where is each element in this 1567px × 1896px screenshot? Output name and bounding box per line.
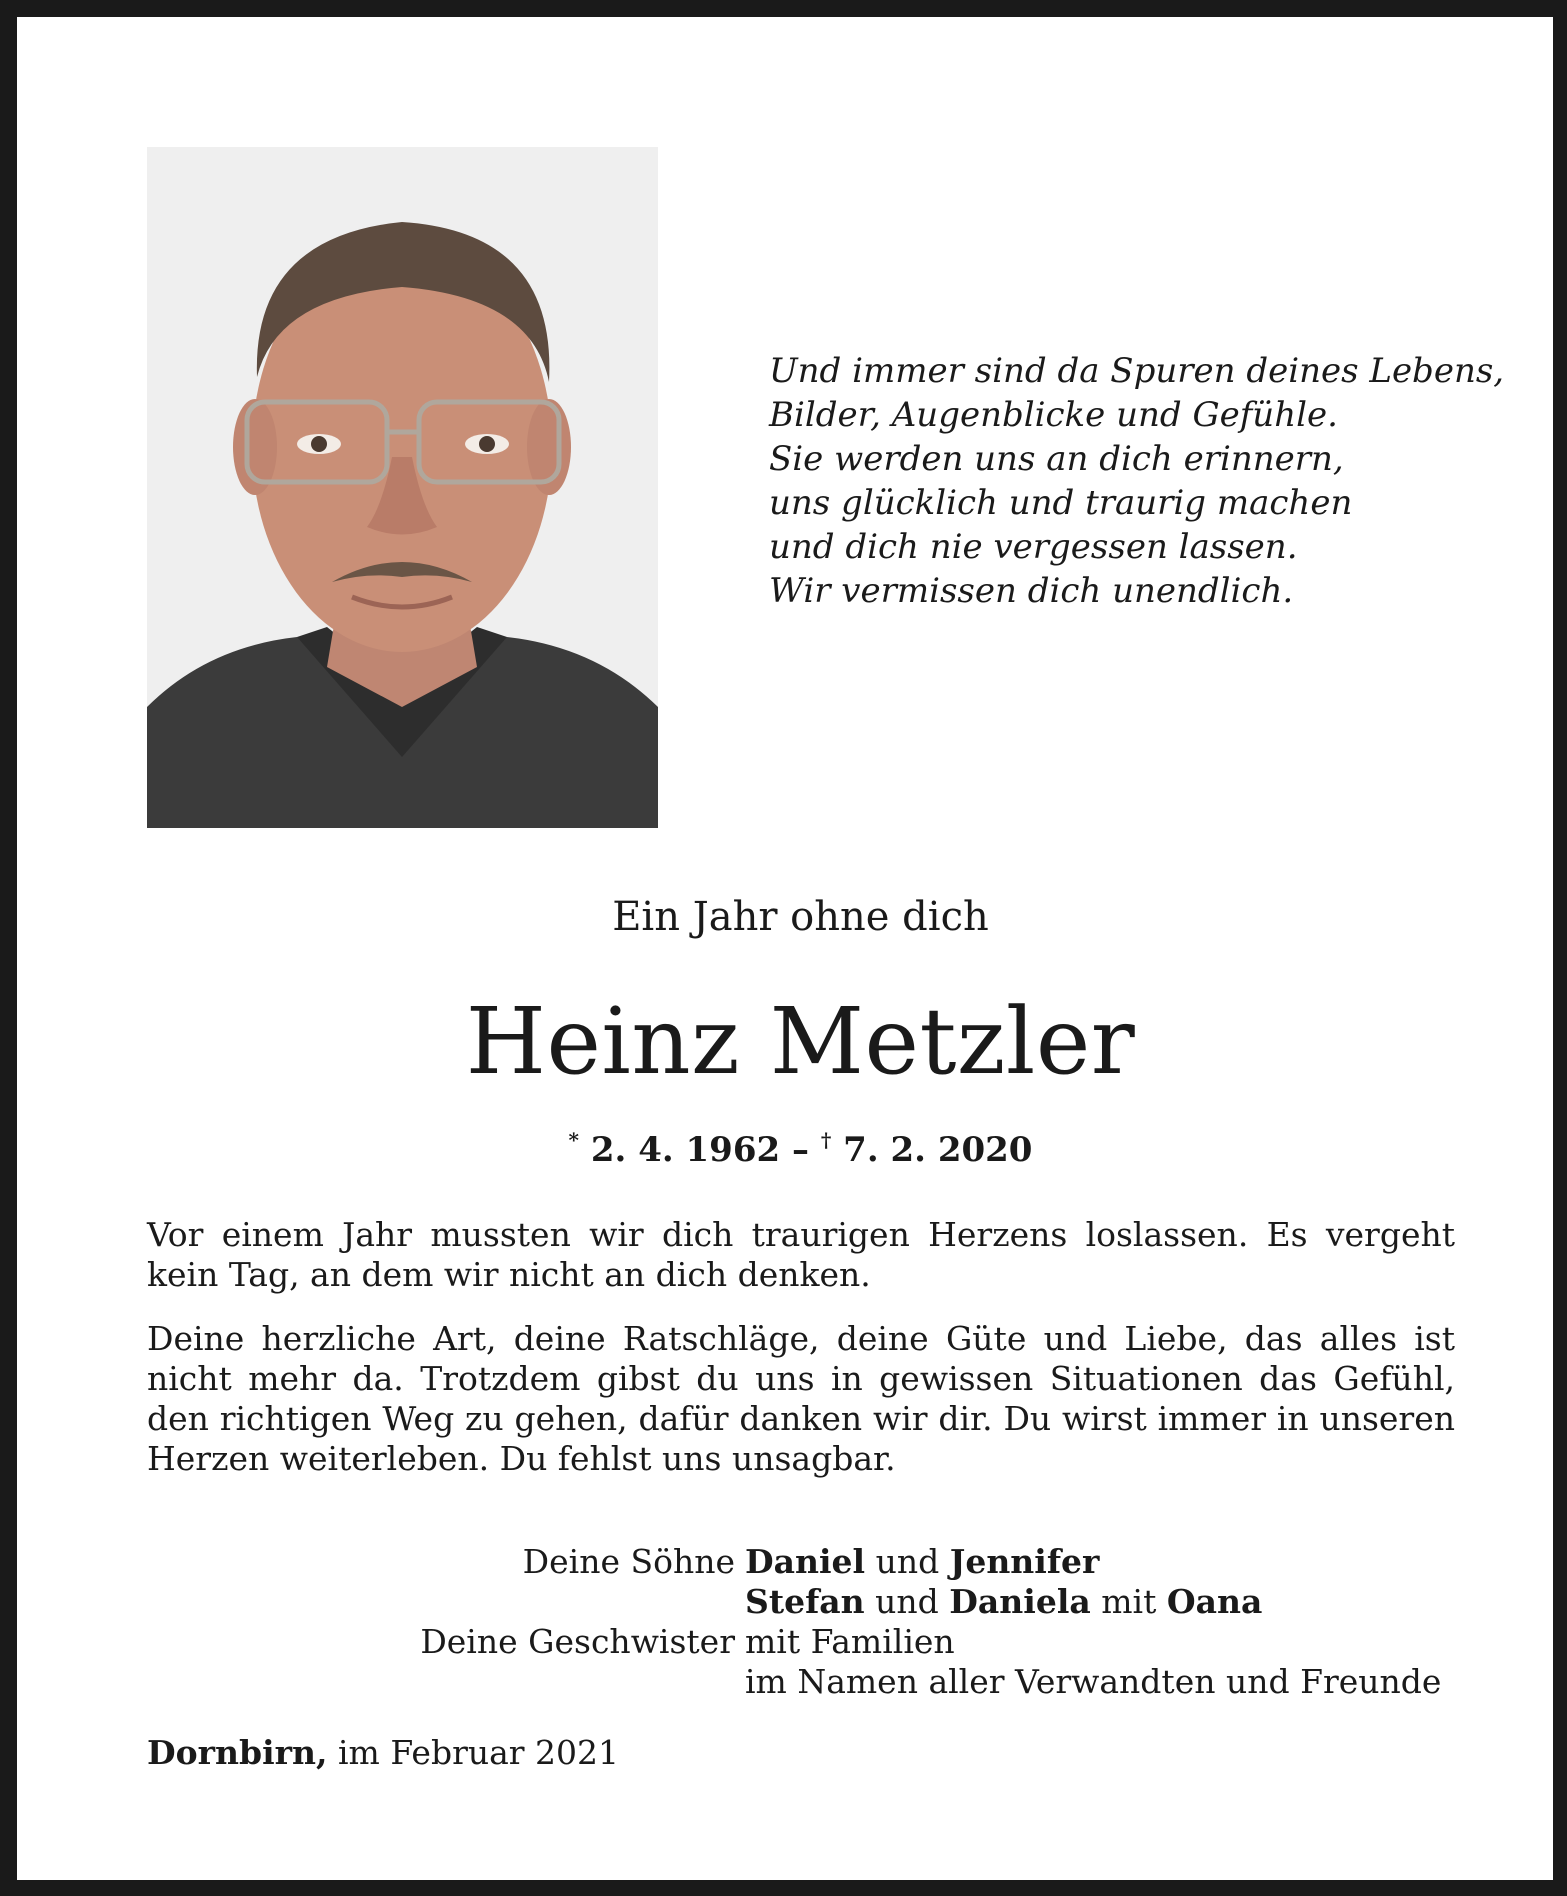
poem-line: Sie werden uns an dich erinnern,: [769, 439, 1344, 479]
portrait-photo: [147, 147, 658, 828]
place-and-date: [147, 1733, 619, 1773]
signer-name: Daniel: [745, 1542, 866, 1581]
life-dates: [17, 1115, 1567, 1175]
signer-name: Oana: [1166, 1582, 1263, 1621]
portrait-illustration: [147, 147, 658, 828]
date-separator: –: [780, 1130, 821, 1170]
birth-date: 2. 4. 1962: [590, 1130, 781, 1170]
siblings-label: Deine Geschwister: [420, 1622, 735, 1661]
death-symbol: †: [820, 1128, 832, 1152]
birth-symbol: *: [568, 1128, 580, 1152]
poem-line: Bilder, Augenblicke und Gefühle.: [769, 395, 1338, 435]
body-paragraph-1: Vor einem Jahr mussten wir dich traurigen Herzens loslassen. Es vergeht kein Tag, an dem wir nicht an dich denken.: [147, 1215, 1455, 1294]
signer-name: Daniela: [949, 1582, 1091, 1621]
signer-name: Jennifer: [949, 1542, 1100, 1581]
memorial-poem: [769, 349, 1505, 613]
poem-line: uns glücklich und traurig machen: [769, 483, 1353, 523]
sons-label: Deine Söhne: [522, 1542, 735, 1581]
conjunction: und: [875, 1582, 939, 1621]
poem-line: Wir vermissen dich unendlich.: [769, 571, 1294, 611]
place: Dornbirn,: [147, 1733, 328, 1772]
signature-line-4: im Namen aller Verwandten und Freunde: [745, 1662, 1442, 1701]
signature-line-1: [745, 1542, 1441, 1582]
poem-line: und dich nie vergessen lassen.: [769, 527, 1298, 567]
death-date: 7. 2. 2020: [843, 1130, 1033, 1170]
signature-names: [745, 1542, 1441, 1702]
signer-name: Stefan: [745, 1582, 865, 1621]
signature-line-3: mit Familien: [745, 1622, 955, 1661]
conjunction: und: [875, 1542, 940, 1581]
signature-labels: [420, 1542, 735, 1662]
date-text: im Februar 2021: [338, 1733, 620, 1772]
poem-line: Und immer sind da Spuren deines Lebens,: [769, 351, 1505, 391]
conjunction: mit: [1101, 1582, 1157, 1621]
signature-line-2: [745, 1582, 1441, 1622]
deceased-name: Heinz Metzler: [465, 988, 1136, 1095]
body-paragraph-2: Deine herzliche Art, deine Ratschläge, deine Güte und Liebe, das alles ist nicht mehr da. Trotzdem gibst du uns in gewissen Situationen das Gefühl, den richtigen Weg zu gehen, dafür danken wir dir. Du wirst immer in unseren Herzen weiterleben. Du fehlst uns unsagbar.: [147, 1319, 1455, 1478]
subtitle: Ein Jahr ohne dich: [612, 894, 989, 940]
